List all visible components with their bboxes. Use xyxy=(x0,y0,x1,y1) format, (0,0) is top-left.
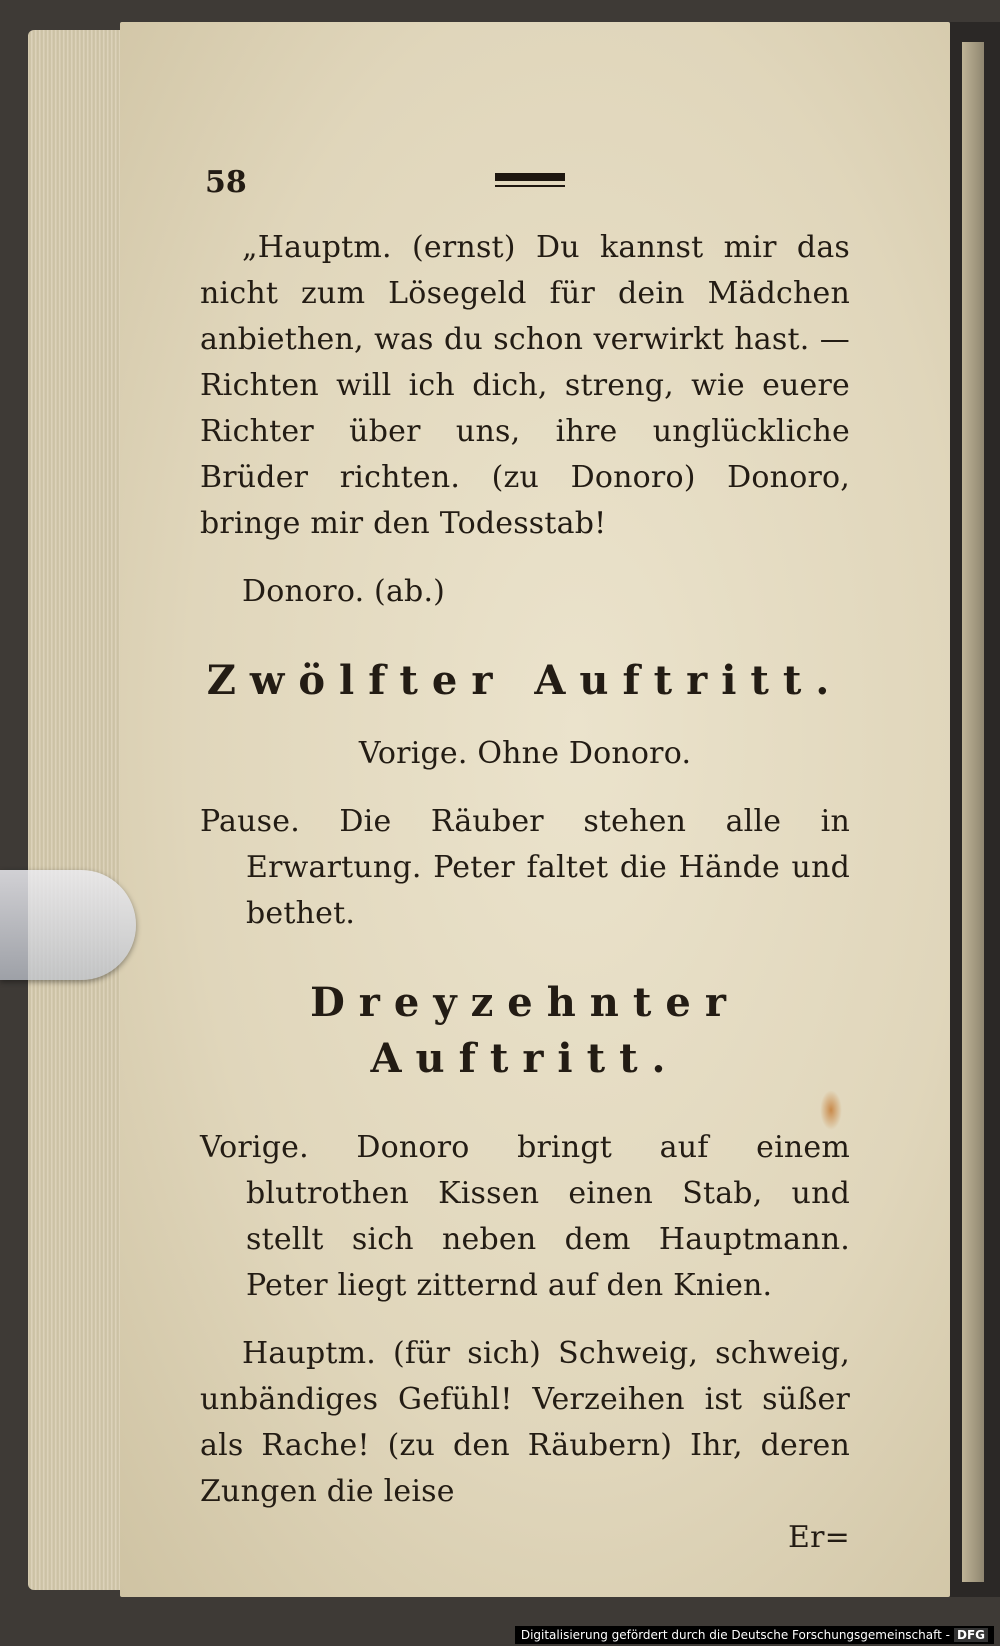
header-rule xyxy=(495,173,565,189)
speech-hauptmann: „Hauptm. (ernst) Du kannst mir das nicht zum Lösegeld für dein Mädchen anbiethen, was du schon verwirkt hast. — Richten will ich dich, streng, wie euere Richter über uns, ihre unglückliche Brüder richten. (zu Donoro) Donoro, bringe mir den Todesstab! xyxy=(200,230,850,541)
header-rule-thick xyxy=(495,173,565,181)
page-number: 58 xyxy=(205,165,247,200)
footer-text: Digitalisierung gefördert durch die Deutsche Forschungsgemeinschaft - xyxy=(520,1628,950,1642)
right-binding-edge xyxy=(950,22,1000,1597)
dfg-logo: DFG xyxy=(954,1628,988,1642)
scene-12-title: Zwölfter Auftritt. xyxy=(206,657,844,704)
digitization-footer xyxy=(515,1626,994,1644)
direction-donoro-exit: Donoro. (ab.) xyxy=(242,574,446,609)
scene-13-title: Dreyzehnter Auftritt. xyxy=(310,979,740,1082)
spacer xyxy=(200,1309,850,1331)
catchword: Er= xyxy=(788,1520,850,1555)
bookmark-clip xyxy=(0,870,136,980)
scene-12-direction: Pause. Die Räuber stehen alle in Erwartung. Peter faltet die Hände und bethet. xyxy=(200,804,850,931)
header-rule-thin xyxy=(495,185,565,187)
spacer xyxy=(200,709,850,731)
page-header xyxy=(200,165,850,225)
scene-13-direction: Vorige. Donoro bringt auf einem blutrothen Kissen einen Stab, und stellt sich neben dem Hauptmann. Peter liegt zitternd auf den Knien. xyxy=(200,1130,850,1303)
scene-12-persons: Vorige. Ohne Donoro. xyxy=(358,736,692,771)
spacer xyxy=(200,937,850,975)
spacer xyxy=(200,547,850,569)
scene-13-speech: Hauptm. (für sich) Schweig, schweig, unbändiges Gefühl! Verzeihen ist süßer als Rache! (zu den Räubern) Ihr, deren Zungen die leise xyxy=(200,1336,850,1509)
cover-edge-strip xyxy=(962,42,984,1582)
spacer xyxy=(200,1087,850,1125)
page-text xyxy=(200,165,850,1561)
spacer xyxy=(200,777,850,799)
spacer xyxy=(200,615,850,653)
